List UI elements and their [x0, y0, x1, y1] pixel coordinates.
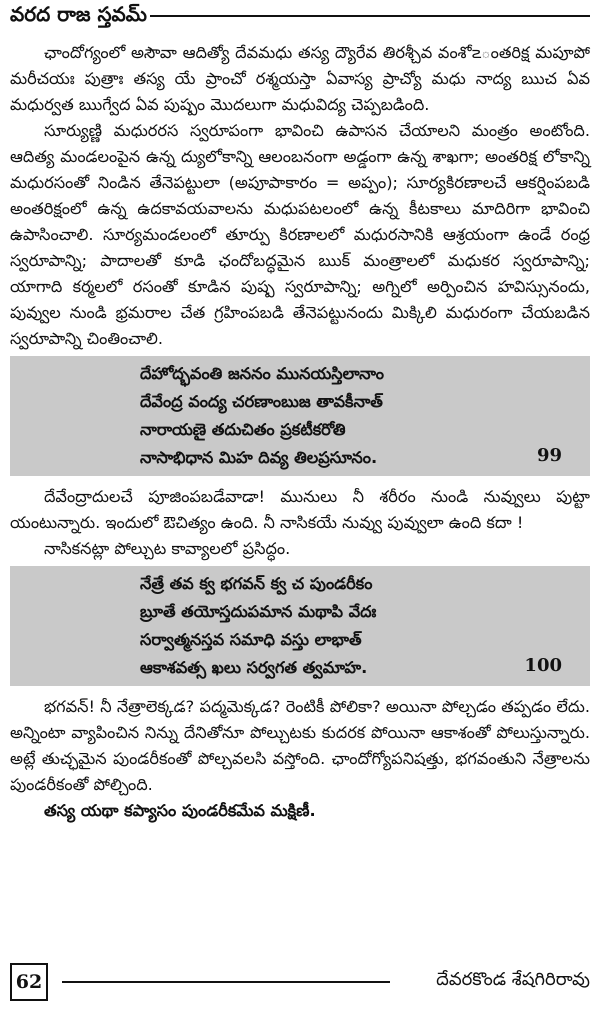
paragraph-upasana: సూర్యుణ్ణి మధురరస స్వరూపంగా భావించి ఉపాసన చేయాలని మంత్రం అంటోంది. ఆదిత్య మండలంపైన ఉన్న ద్యులోకాన్ని ఆలంబనంగా అడ్డంగా ఉన్న శాఖగా; అంతరిక్ష లోకాన్ని మధురసంతో నిండిన తేనెపట్టులా (అపూపాకారం = అప్పం); సూర్యకిరణాలచే ఆకర్షింపబడి అంతరిక్షంలో ఉన్న ఉదకావయవాలను మధుపటలంలో ఉన్న కీటకాలు మాదిరిగా భావించి ఉపాసించాలి. సూర్యమండలంలో తూర్పు కిరణాలలో మధురసానికి ఆశ్రయంగా ఉండే రంధ్ర స్వరూపాన్ని; పాదాలతో కూడి ఛందోబద్ధమైన ఋక్ మంత్రాలలో మధుకర స్వరూపాన్ని; యాగాది కర్మలలో రసంతో కూడిన పుష్ప స్వరూపాన్ని; అగ్నిలో అర్పించిన హవిస్సునందు, పువ్వుల నుండి భ్రమరాల చేత గ్రహింపబడి తేనెపట్టునందు మిక్కిలి మధురంగా చేయబడిన స్వరూపాన్ని చింతించాలి. [10, 121, 590, 348]
book-title: వరద రాజ స్తవమ్ [10, 2, 147, 26]
author-name: దేవరకొండ శేషగిరిరావు [436, 969, 590, 990]
paragraph-nasika: నాసికనట్లా పోల్చుట కావ్యాలలో ప్రసిద్ధం. [44, 539, 291, 558]
header-rule [150, 15, 590, 17]
verse-line: నారాయణై తదుచితం ప్రకటీకరోతి [140, 420, 346, 439]
verse-line: ఆకాశవత్స ఖలు సర్వగత త్వమాహ. [140, 658, 368, 677]
verse-line: సర్వాత్మనస్తవ సమాధి వస్తు లాభాత్ [140, 630, 362, 649]
verse-line: దేవేంద్ర వంద్య చరణాంబుజ తావకీనాత్ [140, 392, 383, 411]
closing-quote: తస్య యథా కప్యాసం పుండరీకమేవ మక్షిణీ. [44, 801, 316, 820]
paragraph-madhuvidya: ఛాందోగ్యంలో అసౌవా ఆదిత్యో దేవమధు తస్య ద్యౌరేవ తిరశ్చీవ వంశో౽ంతరిక్ష మపూపో మరీచయః పుత్రాః తస్య యే ప్రాంచో రశ్మయస్తా ఏవాస్య ప్రాచ్యో మధు నాద్య ఋచ ఏవ మధుర్వత ఋగ్వేద ఏవ పుష్పం మొదలుగా మధువిద్య చెప్పబడింది. [10, 43, 590, 114]
paragraph-devendra: దేవేంద్రాదులచే పూజింపబడేవాడా! మునులు నీ శరీరం నుండి నువ్వులు పుట్టా యంటున్నారు. ఇందులో ఔచిత్యం ఉంది. నీ నాసికయే నువ్వు పువ్వులా ఉంది కదా ! [10, 487, 590, 532]
paragraph-bhagavan: భగవన్! నీ నేత్రాలెక్కడ? పద్మమెక్కడ? రెంటికీ పోలికా? అయినా పోల్చడం తప్పడం లేదు. అన్నింటా వ్యాపించిన నిన్ను దేనితోనూ పోల్చుటకు కుదరక పోయినా ఆకాశంతో పోలుస్తున్నారు. అట్లే తుచ్ఛమైన పుండరీకంతో పోల్చవలసి వస్తోంది. ఛాందోగ్యోపనిషత్తు, భగవంతుని నేత్రాలను పుండరీకంతో పోల్చింది. [10, 697, 590, 794]
verse-number: 99 [536, 445, 562, 466]
page-footer [10, 963, 590, 1001]
page-header [10, 0, 590, 32]
page-body [10, 40, 590, 824]
footer-rule [62, 981, 390, 983]
verse-line: దేహోద్భవంతి జననం మునయస్తిలానాం [140, 364, 384, 383]
verse-line: నేత్రే తవ క్వ భగవన్ క్వ చ పుండరీకం [140, 574, 373, 593]
verse-line: బ్రూతే తయోస్తదుపమాన మథాపి వేదః [140, 602, 377, 621]
verse-block-99 [10, 356, 590, 476]
verse-number: 100 [524, 655, 562, 676]
page-number: 62 [10, 963, 48, 1001]
verse-line: నాసాభిధాన మిహ దివ్య తిలప్రసూనం. [140, 448, 378, 467]
verse-block-100 [10, 566, 590, 686]
